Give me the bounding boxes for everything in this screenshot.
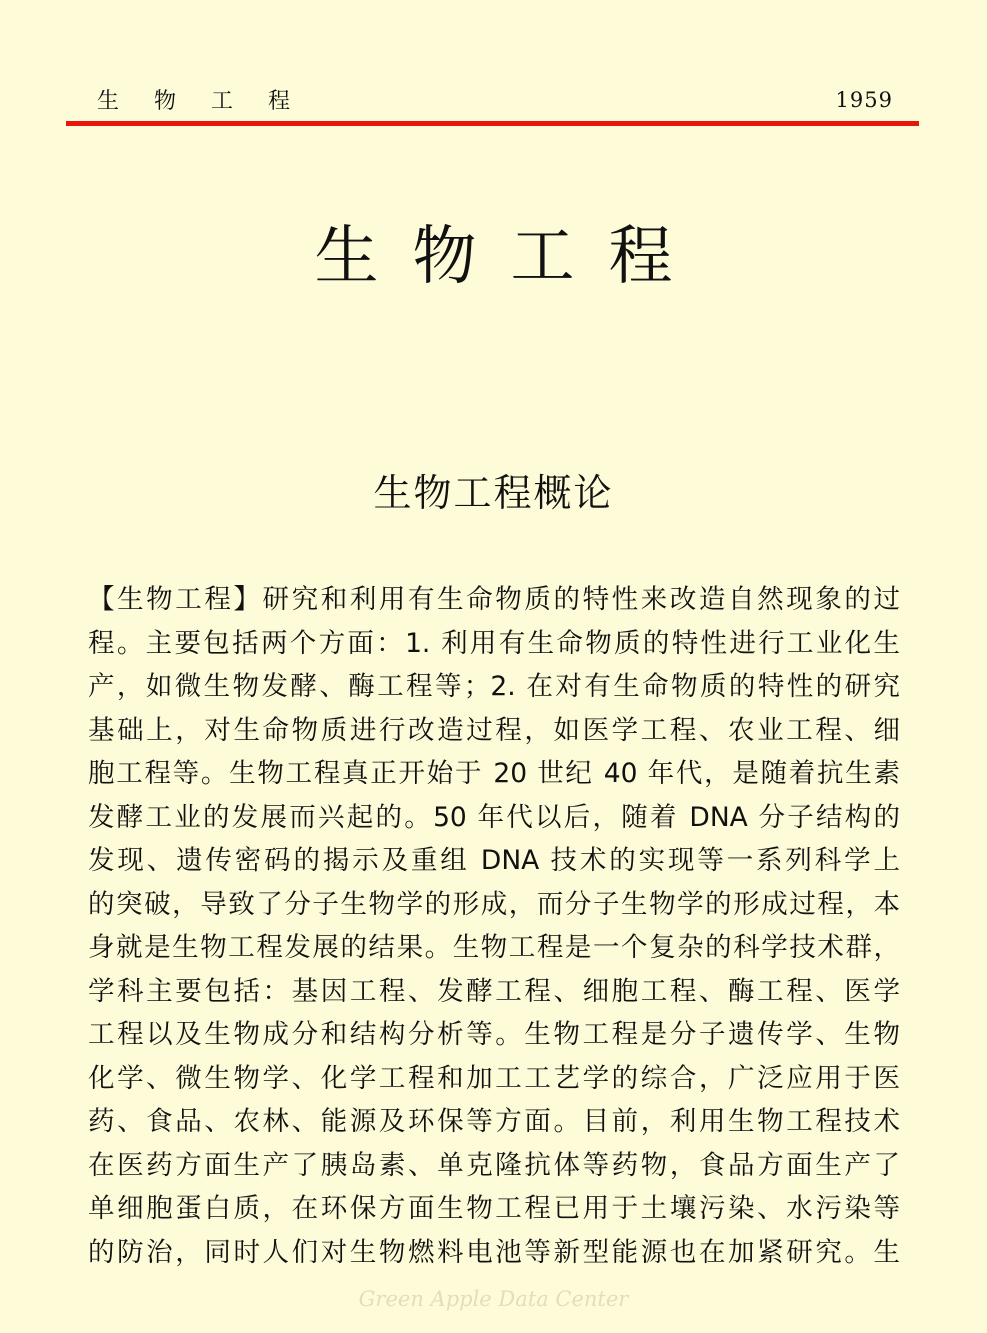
body-line: 【生物工程】研究和利用有生命物质的特性来改造自然现象的过 [88,584,900,615]
body-line: 的防治，同时人们对生物燃料电池等新型能源也在加紧研究。生 [88,1236,900,1268]
body-line: 单细胞蛋白质，在环保方面生物工程已用于土壤污染、水污染等 [88,1193,900,1224]
page-number: 1959 [835,88,893,112]
body-line: 化学、微生物学、化学工程和加工工艺学的综合，广泛应用于医 [88,1062,900,1094]
body-line: 程。主要包括两个方面：1. 利用有生命物质的特性进行工业化生 [88,627,900,659]
body-line: 身就是生物工程发展的结果。生物工程是一个复杂的科学技术群， [88,932,900,963]
running-header-title: 生 物 工 程 [97,89,304,114]
body-line: 药、食品、农林、能源及环保等方面。目前，利用生物工程技术 [88,1106,900,1137]
body-line: 产，如微生物发酵、酶工程等；2. 在对有生命物质的特性的研究 [88,671,900,702]
body-line: 工程以及生物成分和结构分析等。生物工程是分子遗传学、生物 [88,1019,900,1050]
body-line: 基础上，对生命物质进行改造过程，如医学工程、农业工程、细 [88,714,900,746]
body-line: 在医药方面生产了胰岛素、单克隆抗体等药物，食品方面生产了 [88,1149,900,1181]
watermark: Green Apple Data Center [358,1287,629,1311]
chapter-title: 生物工程 [314,220,707,294]
body-line: 学科主要包括：基因工程、发酵工程、细胞工程、酶工程、医学 [88,975,900,1007]
header-rule [66,121,919,126]
body-line: 发现、遗传密码的揭示及重组 DNA 技术的实现等一系列科学上 [88,845,900,876]
body-line: 的突破，导致了分子生物学的形成，而分子生物学的形成过程，本 [88,888,900,920]
section-title: 生物工程概论 [373,471,614,515]
body-text [88,578,900,1274]
body-line: 发酵工业的发展而兴起的。50 年代以后，随着 DNA 分子结构的 [88,801,900,833]
body-line: 胞工程等。生物工程真正开始于 20 世纪 40 年代，是随着抗生素 [88,758,900,789]
